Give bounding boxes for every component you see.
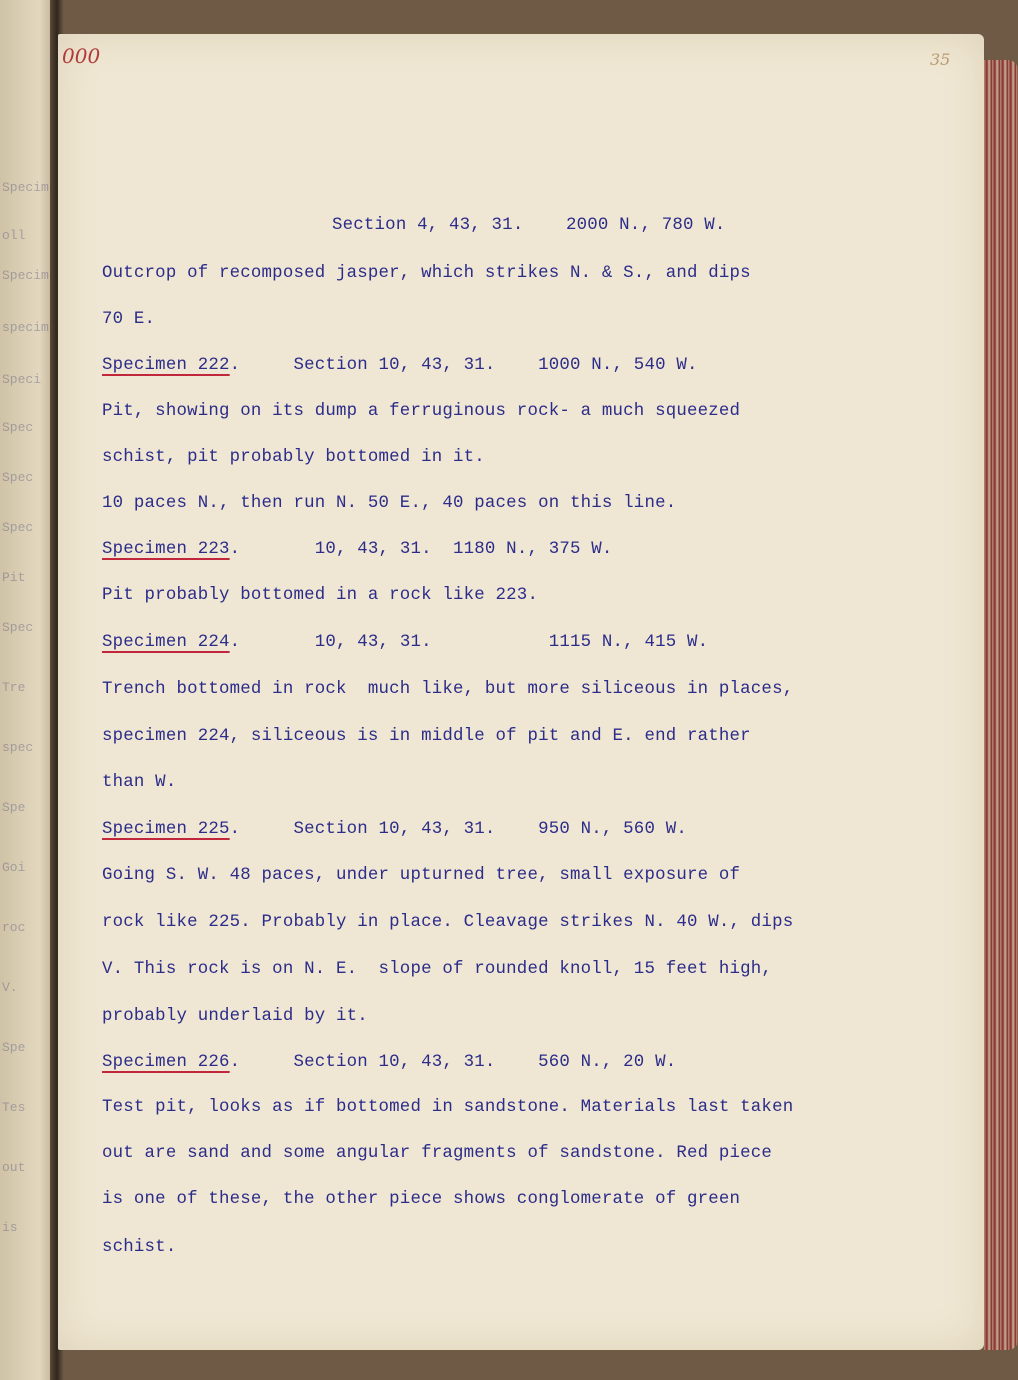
entry-222-line-2: schist, pit probably bottomed in it. [102,448,485,467]
entry-226-line-2: out are sand and some angular fragments of sandstone. Red piece [102,1144,773,1163]
entry-224-line-2: specimen 224, siliceous is in middle of pit and E. end rather [102,727,751,746]
specimen-222-label: Specimen 222 [102,356,230,375]
entry-224-line-3: than W. [102,773,177,792]
entry-226-line-4: schist. [102,1238,177,1257]
page-edges [984,60,1018,1350]
entry-223-location: . 10, 43, 31. 1180 N., 375 W. [229,540,613,559]
entry-221-line-1: Outcrop of recomposed jasper, which strikes N. & S., and dips [102,264,751,283]
entry-226-line-1: Test pit, looks as if bottomed in sandstone. Materials last taken [102,1098,794,1117]
page-number: 35 [930,50,951,69]
folio-mark: 000 [62,44,101,68]
specimen-224-label: Specimen 224 [102,633,230,652]
specimen-225-label: Specimen 225 [102,820,230,839]
entry-222-line-3: 10 paces N., then run N. 50 E., 40 paces on this line. [102,494,677,513]
entry-223-header [102,540,613,559]
entry-221-header: Section 4, 43, 31. 2000 N., 780 W. [332,216,726,235]
entry-226-header [102,1053,676,1072]
entry-226-location: . Section 10, 43, 31. 560 N., 20 W. [229,1053,677,1072]
entry-225-line-4: probably underlaid by it. [102,1007,368,1026]
entry-225-header [102,820,687,839]
entry-226-line-3: is one of these, the other piece shows conglomerate of green [102,1190,741,1209]
entry-221-line-2: 70 E. [102,310,156,329]
facing-page-edge: Specim oll Specim specim Speci Spec Spec Spec Pit Spec Tre spec Spe Goi roc V. Spe Tes out is [0,0,56,1380]
entry-222-location: . Section 10, 43, 31. 1000 N., 540 W. [229,356,698,375]
specimen-223-label: Specimen 223 [102,540,230,559]
entry-225-line-1: Going S. W. 48 paces, under upturned tree, small exposure of [102,866,741,885]
entry-225-location: . Section 10, 43, 31. 950 N., 560 W. [229,820,687,839]
entry-224-line-1: Trench bottomed in rock much like, but more siliceous in places, [102,680,794,699]
entry-222-header [102,356,698,375]
entry-224-header [102,633,708,652]
entry-225-line-3: V. This rock is on N. E. slope of rounded knoll, 15 feet high, [102,960,773,979]
entry-225-line-2: rock like 225. Probably in place. Cleavage strikes N. 40 W., dips [102,913,794,932]
entry-222-line-1: Pit, showing on its dump a ferruginous rock- a much squeezed [102,402,741,421]
specimen-226-label: Specimen 226 [102,1053,230,1072]
entry-223-line-1: Pit probably bottomed in a rock like 223. [102,586,539,605]
entry-224-location: . 10, 43, 31. 1115 N., 415 W. [229,633,709,652]
